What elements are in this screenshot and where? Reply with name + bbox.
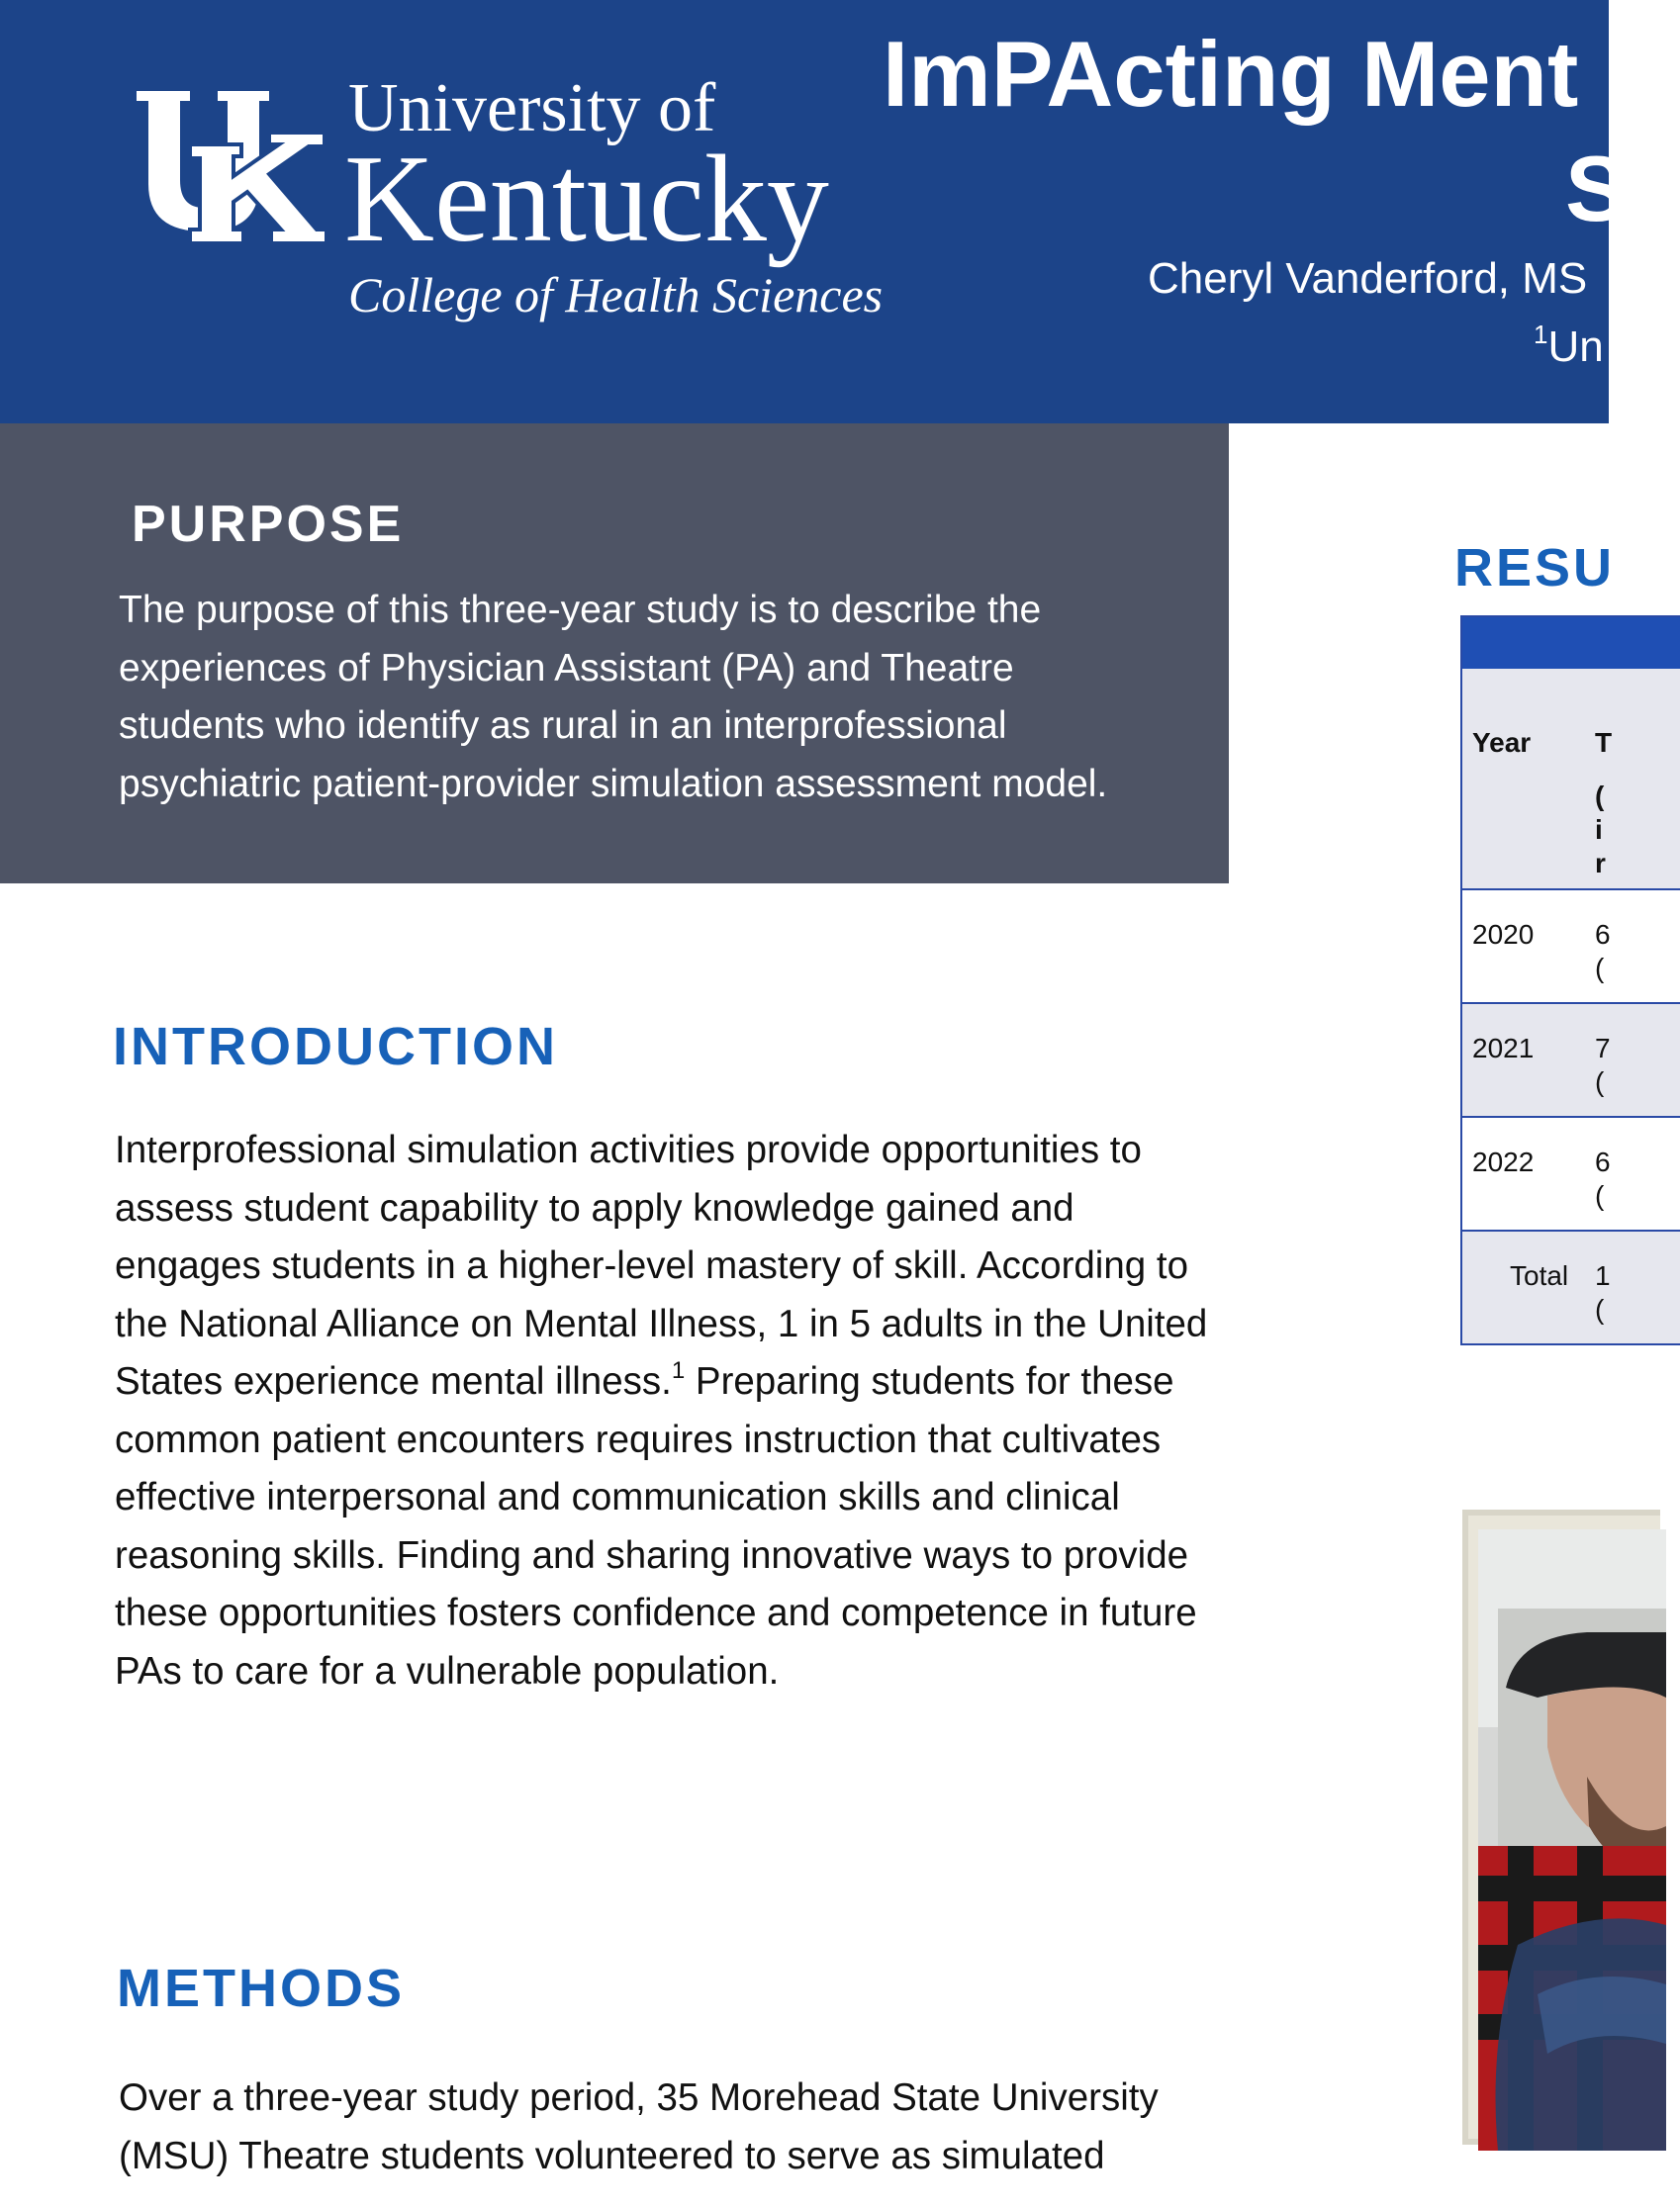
- table-cell-value: 7: [1595, 1033, 1611, 1063]
- introduction-text-a: Interprofessional simulation activities provide opportunities to assess student capability to apply knowledge gained and engages students in a higher-level mastery of skill. According to the National Alliance on Mental Illness, 1 in 5 adults in the United States experience mental illness.: [115, 1129, 1208, 1403]
- table-cell-percent: (: [1595, 953, 1605, 983]
- table-row: [1462, 890, 1680, 1004]
- table-row: [1462, 1004, 1680, 1118]
- methods-text: Over a three-year study period, 35 Morehead State University (MSU) Theatre students volunteered to serve as simulated: [119, 2076, 1159, 2177]
- methods-heading: METHODS: [117, 1959, 405, 2018]
- table-header-col2-line3: (: [1595, 781, 1605, 811]
- simulation-photo-image: [1478, 1529, 1666, 2151]
- table-row: [1462, 1118, 1680, 1232]
- authors: Cheryl Vanderford, MS: [1148, 254, 1588, 303]
- logo-kentucky: Kentucky: [344, 131, 829, 268]
- table-cell-percent: (: [1595, 1066, 1605, 1097]
- uk-logo-icon: [131, 85, 328, 247]
- table-total-row: [1462, 1232, 1680, 1343]
- affiliation: [1534, 309, 1604, 373]
- logo-college: College of Health Sciences: [348, 267, 884, 322]
- introduction-text-b: Preparing students for these common patient encounters requires instruction that cultivates effective interpersonal and communication skills and clinical reasoning skills. Finding and sharing innovative ways to provide these opportunities fosters confidence and competence in future PAs to care for a vulnerable population.: [115, 1360, 1197, 1693]
- introduction-heading: INTRODUCTION: [113, 1017, 558, 1076]
- table-header-row: [1462, 669, 1680, 890]
- table-title-bar: [1462, 617, 1680, 669]
- citation-marker: 1: [671, 1357, 686, 1384]
- poster-title-line1: ImPActing Ment: [883, 22, 1579, 126]
- results-heading: RESU: [1454, 538, 1616, 598]
- introduction-text: [115, 1122, 1215, 1701]
- table-cell-year: 2020: [1472, 919, 1535, 950]
- purpose-heading: PURPOSE: [132, 496, 405, 553]
- table-cell-year: 2022: [1472, 1147, 1535, 1177]
- purpose-panel: [0, 423, 1229, 883]
- logo-university-of: University of: [348, 70, 716, 146]
- table-cell-value: 6: [1595, 919, 1611, 950]
- simulation-photo: [1462, 1510, 1660, 2145]
- table-cell-year: 2021: [1472, 1033, 1535, 1063]
- table-header-year: Year: [1472, 727, 1532, 758]
- table-cell-value: 6: [1595, 1147, 1611, 1177]
- affiliation-text: Un: [1547, 322, 1604, 371]
- results-table: [1460, 615, 1680, 1345]
- purpose-text: The purpose of this three-year study is to describe the experiences of Physician Assistant (PA) and Theatre students who identify as rural in an interprofessional psychiatric patient-provider simulation assessment model.: [119, 589, 1108, 805]
- table-cell-percent: (: [1595, 1180, 1605, 1211]
- poster-title-line2: S: [1565, 137, 1628, 240]
- table-header-col2-line5: r: [1595, 848, 1606, 878]
- table-header-col2-line1: T: [1595, 727, 1613, 758]
- poster-header: [0, 0, 1628, 423]
- table-total-percent: (: [1595, 1294, 1605, 1325]
- affiliation-superscript: 1: [1534, 320, 1548, 349]
- table-header-col2-line4: i: [1595, 814, 1603, 845]
- table-total-value: 1: [1595, 1260, 1611, 1291]
- table-total-label: Total: [1510, 1260, 1569, 1291]
